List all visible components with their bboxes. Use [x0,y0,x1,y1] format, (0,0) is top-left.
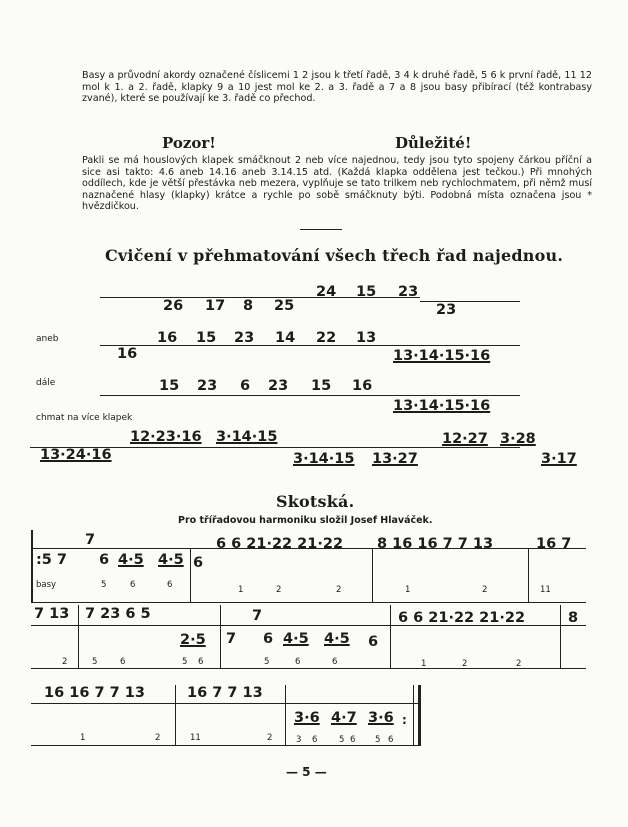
ex-r2-left: 16 [117,346,138,362]
intro-paragraph: Basy a průvodní akordy označené číslicemi 1 2 jsou k třetí řadě, 3 4 k druhé řadě, 5 6 k první řadě, 11 12 mol k 1. a 2. řadě, klapky 9 a 10 jest mol ke 2. a 3. řadě a 7 a 8 jsou basy přibírací (též kontrabasy zvané), které se používají ke 3. řadě co přechod. [82,70,592,104]
ex-r3-top-4: 15 [311,378,332,394]
ex-r3-top-1: 23 [197,378,218,394]
m3-bass-2: 11 [190,733,201,743]
ex-row3-line1 [100,395,520,396]
ex-r2-top-3: 14 [275,330,296,346]
m2-bass-9: 2 [462,659,468,669]
bar1-1 [190,548,191,602]
staff3-top [31,703,421,704]
basy-label: basy [36,580,57,590]
staff2-bottom [31,668,586,669]
m2-bass-3: 5 [182,657,188,667]
m2-bass-2: 6 [120,657,126,667]
ex-r4-c: 12·27 [442,431,488,447]
ex-r4-g: 13·27 [372,451,418,467]
ex-r1-top-2: 23 [398,284,419,300]
repeat-bar-end-thin [413,685,414,745]
m3-bass-0: 1 [80,733,86,743]
ex-r1-mid-1: 17 [205,298,226,314]
m2-bass-8: 1 [421,659,427,669]
m1-bar3: 8 16 16 7 7 13 [377,536,494,552]
label-dale: dále [36,378,56,388]
ex-r2-right: 13·14·15·16 [393,348,491,364]
ex-r1-mid-2: 8 [243,298,254,314]
bar2-2 [220,605,221,668]
m1-bar4: 16 7 [536,536,572,552]
m3-bass-3: 2 [267,733,273,743]
ex-r4-a: 12·23·16 [130,429,202,445]
ex-r3-right: 13·14·15·16 [393,398,491,414]
m3-bass-8: 5 [375,735,381,745]
ex-r1-top-1: 15 [356,284,377,300]
m2-seven: 7 [252,608,263,624]
bar2-4 [560,605,561,668]
m1-bass-7: 2 [482,585,488,595]
repeat-dots: : [402,713,407,727]
m2-bass-7: 6 [332,657,338,667]
m2-bass-4: 6 [198,657,204,667]
m2-bass-1: 5 [92,657,98,667]
piece-subtitle: Pro třířadovou harmoniku složil Josef Hlaváček. [178,515,433,526]
ex-r2-top-4: 22 [316,330,337,346]
m3-bass-1: 2 [155,733,161,743]
ex-r3-top-5: 16 [352,378,373,394]
dulezite-heading: Důležité! [395,134,472,152]
m2-a: 7 13 [34,606,70,622]
m2-b: 7 23 6 5 [85,606,151,622]
m3-a: 16 16 7 7 13 [44,685,145,701]
ex-row1-line2 [420,301,520,302]
m3-bass-9: 6 [388,735,394,745]
m1-bass-2: 6 [167,580,173,590]
m1-note-0: 6 [99,552,110,568]
m2-bass-6: 6 [295,657,301,667]
m1-bass-6: 1 [405,585,411,595]
ex-r4-e: 13·24·16 [40,447,112,463]
ex-r1-mid-3: 25 [274,298,295,314]
m1-bass-3: 1 [238,585,244,595]
ex-r4-d: 3·28 [500,431,536,447]
notice-divider [300,229,342,230]
ex-r4-b: 3·14·15 [216,429,278,445]
repeat-bar-start [31,530,33,602]
m2-d-0: 7 [226,631,237,647]
staff3-bottom [31,745,421,746]
ex-r1-low: 23 [436,302,457,318]
m2-d-2: 4·5 [283,631,309,647]
m2-f: 8 [568,610,579,626]
m2-d-4: 6 [368,634,379,650]
m1-bass-0: 5 [101,580,107,590]
bar2-1 [78,605,79,668]
label-aneb: aneb [36,334,59,344]
notice-paragraph: Pakli se má houslových klapek smáčknout 2 neb více najednou, tedy jsou tyto spojeny čárkou příční a sice asi takto: 4.6 aneb 14.16 aneb 3.14.15 atd. (Každá klapka oddělena jest tečkou.) Při mnohých oddílech, kde je větší přestávka neb mezera, vyplňuje se tato trilkem neb rychlochmatem, při němž musí naznačené hlasy (klapky) krátce a rychle po sobě smáčknuty býti. Podobná místa označena jsou * hvězdičkou. [82,155,592,212]
m1-bass-1: 6 [130,580,136,590]
m3-bass-5: 6 [312,735,318,745]
bar2-3 [390,605,391,668]
m1-bar2: 6 6 21·22 21·22 [216,536,344,552]
exercise-title: Cvičení v přehmatování všech třech řad najednou. [105,246,564,265]
ex-r2-top-5: 13 [356,330,377,346]
m1-start: :5 7 [36,552,68,568]
m2-bass-10: 2 [516,659,522,669]
staff1-bottom [31,602,586,603]
ex-r1-mid-0: 26 [163,298,184,314]
m2-bass-5: 5 [264,657,270,667]
ex-r1-top-0: 24 [316,284,337,300]
m2-d-1: 6 [263,631,274,647]
m1-note-2: 4·5 [158,552,184,568]
m1-bass-4: 2 [276,585,282,595]
m3-d: 4·7 [331,710,357,726]
page-number: — 5 — [286,765,327,779]
m3-e: 3·6 [368,710,394,726]
ex-r2-top-0: 16 [157,330,178,346]
bar3-1 [175,685,176,745]
m1-seven: 7 [85,532,96,548]
bar1-3 [528,548,529,602]
pozor-heading: Pozor! [162,134,216,152]
m3-bass-4: 3 [296,735,302,745]
m1-note-3: 6 [193,555,204,571]
m2-c: 2·5 [180,632,206,648]
bar3-2 [285,685,286,745]
m1-note-1: 4·5 [118,552,144,568]
label-chmat: chmat na více klapek [36,413,133,423]
m3-bass-7: 6 [350,735,356,745]
ex-r2-top-1: 15 [196,330,217,346]
ex-r2-top-2: 23 [234,330,255,346]
m2-e: 6 6 21·22 21·22 [398,610,526,626]
ex-r4-f: 3·14·15 [293,451,355,467]
m2-d-3: 4·5 [324,631,350,647]
m1-bass-8: 11 [540,585,551,595]
m2-bass-0: 2 [62,657,68,667]
m3-c: 3·6 [294,710,320,726]
ex-r3-top-3: 23 [268,378,289,394]
m3-bass-6: 5 [339,735,345,745]
m3-b: 16 7 7 13 [187,685,263,701]
repeat-bar-end-thick [418,685,421,745]
bar1-2 [372,548,373,602]
ex-r4-h: 3·17 [541,451,577,467]
ex-r3-top-0: 15 [159,378,180,394]
ex-r3-top-2: 6 [240,378,251,394]
m1-bass-5: 2 [336,585,342,595]
piece-title: Skotská. [276,492,355,511]
